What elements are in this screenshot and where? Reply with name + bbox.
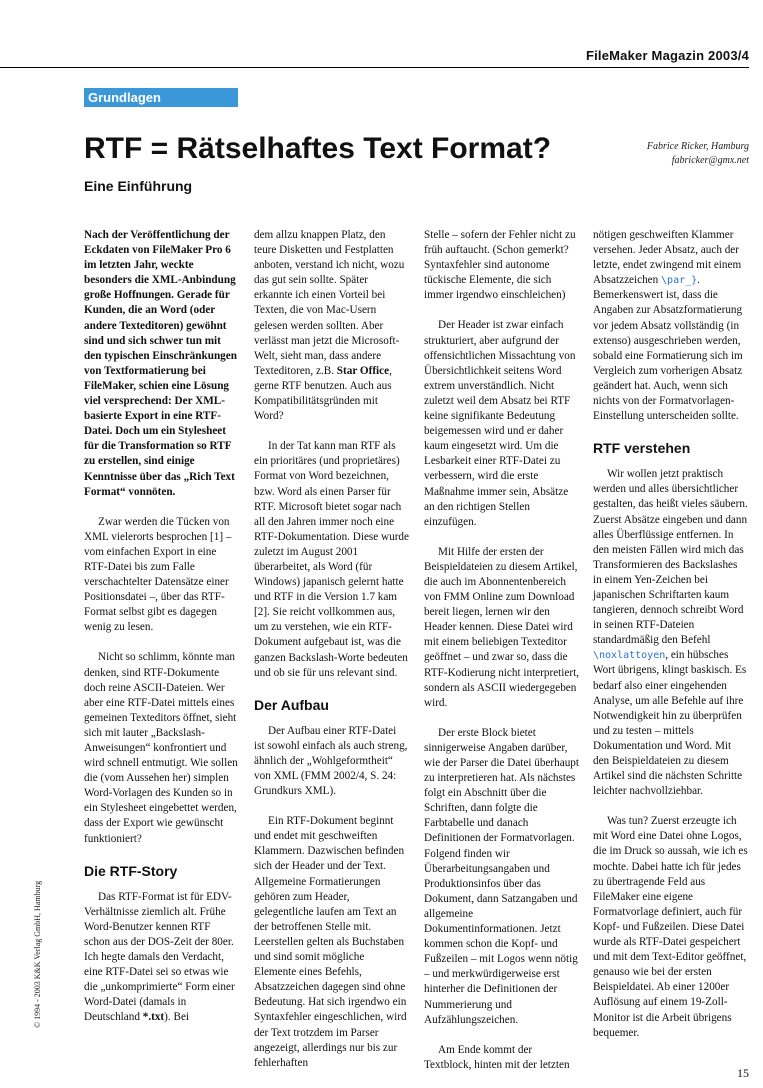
copyright-notice: © 1994 - 2003 K&K Verlag GmbH, Hamburg [33, 880, 42, 1028]
author-block [647, 140, 749, 168]
paragraph: dem allzu knappen Platz, den teure Disketten und Festplatten anboten, verstand ich nicht, wozu das gut sein sollte. Später erkannte ich einen Vorteil bei Texten, die von Mac-Usern gelesen werden sollten. Aber verlässt man jetzt die Microsoft-Welt, sieht man, dass andere Texteditoren, z.B. Star Office, gerne RTF benutzen. Auch aus Kompatibilitätsgründen mit Word? [254, 229, 405, 423]
paragraph: Der erste Block bietet sinnigerweise Angaben darüber, wie der Parser die Datei überhaupt zu interpretieren hat. Als nächstes folgt ein Abschnitt über die Schriften, dann folgte die Farbtabelle und danach Definitionen der Formatvorlagen. Folgend finden wir Überarbeitungsangaben und Produktionsinfos über das Dokument, dann Satzangaben und allgemeine Dokumentinformationen. Jetzt kommen schon die Kopf- und Fußzeilen – mit Logos wenn nötig – und merkwürdigerweise erst hinterher die Definitionen der Nummerierung und Aufzählungszeichen. [424, 726, 580, 1026]
paragraph: Das RTF-Format ist für EDV-Verhältnisse ziemlich alt. Frühe Word-Benutzer kennen RTF schon aus der DOS-Zeit der 80er. Ich hegte damals den Verdacht, eine RTF-Datei sei so etwas wie die „unkomprimierte“ Form einer Word-Datei (damals in Deutschland *.txt). Bei [84, 890, 235, 1024]
paragraph: Am Ende kommt der Textblock, hinten mit der letzten [424, 1043, 570, 1071]
rtf-code-text: \noxlattoyen [593, 650, 666, 662]
text-column-1 [84, 228, 239, 1041]
paragraph: Zwar werden die Tücken von XML vielerorts besprochen [1] – vom einfachen Export in eine RTF-Datei bis zum Falle verschachtelter Datensätze einer Positionsdatei –, über das RTF-Format selbst gibt es dagegen wenig zu lesen. [84, 515, 232, 634]
rtf-code-text: \par_} [661, 275, 698, 287]
paragraph: Was tun? Zuerst erzeugte ich mit Word eine Datei ohne Logos, die im Druck so aussah, wie ich es mochte. Dabei hatte ich für jedes zu übertragende Feld aus FileMaker eine eigene Formatvorlage definiert, auch für Kopf- und Fußzeilen. Diese Datei wurde als RTF-Datei gespeichert und mit dem Text-Editor geöffnet, genauso wie bei der ersten Beispieldatei. Ab einer 1200er Auflösung auf einem 19-Zoll-Monitor ist die Arbeit übrigens bequemer. [593, 815, 748, 1039]
paragraph: Ein RTF-Dokument beginnt und endet mit geschweiften Klammern. Dazwischen befinden sich der Header und der Text. Allgemeine Formatierungen gehören zum Header, gelegentliche laufen am Text an der betroffenen Stelle mit. Leerstellen gelten als Buchstaben und sind somit mögliche Elemente eines Befehls, Absatzzeichen dagegen sind ohne Bedeutung. Hat sich irgendwo ein Syntaxfehler eingeschlichen, wird der Text trotzdem im Parser angezeigt, allerdings nur bis zur fehlerhaften [254, 815, 407, 1069]
author-name: Fabrice Ricker, Hamburg [646, 141, 749, 152]
page-number: 15 [737, 1066, 749, 1080]
paragraph: Der Header ist zwar einfach strukturiert, aber aufgrund der offensichtlichen Missachtung von Übersichtlichkeit seitens Word extrem unverständlich. Nicht zuletzt weil dem Absatz bei RTF keine signifikante Bedeutung beigemessen wird und er daher kaum eingesetzt wird. Um die Lesbarkeit einer RTF-Datei zu verbessern, wird die erste Maßnahme immer sein, Absätze an den richtigen Stellen einzufügen. [424, 319, 576, 528]
paragraph: Nicht so schlimm, könnte man denken, sind RTF-Dokumente doch reine ASCII-Dateien. Wer aber eine RTF-Datei mittels eines gemeinen Texteditors öffnet, sieht sich mit lauter „Backslash-Anweisungen“ konfrontiert und wird schnell entmutigt. Wie sollen die (vom Aussehen her) simplen Word-Vorlagen des Kunden so in ein Stylesheet eingebettet werden, dass der Export wie gewünscht funktioniert? [84, 651, 238, 845]
magazine-header: FileMaker Magazin 2003/4 [585, 48, 749, 63]
paragraph: Wir wollen jetzt praktisch werden und alles übersichtlicher gestalten, das heißt vieles säubern. Zuerst Absätze eingeben und dann alles Überflüssige entfernen. In den meisten Fällen wird mich das Transformieren des Backslashes in einem Yen-Zeichen bei japanischen Schriftarten kaum tangieren, dennoch schreibt Word in seinen RTF-Dateien standardmäßig den Befehl \noxlattoyen, ein hübsches Wort übrigens, klingt baskisch. Es bedarf also einer eingehenden Analyse, um alle Befehle auf ihre Notwendigkeit hin zu überprüfen und zu testen – mittels Dokumentation und Word. Mit den Beispieldateien zu diesem Artikel sind die nächsten Schritte leichter nachvollziehbar. [593, 468, 748, 798]
section-heading-rtf-verstehen: RTF verstehen [593, 440, 691, 457]
author-email: fabricker@gmx.net [671, 155, 749, 166]
text-column-3 [424, 228, 579, 1088]
paragraph: nötigen geschweiften Klammer versehen. Jeder Absatz, auch der letzte, endet zwingend mit einem Absatzzeichen \par_}. Bemerkenswert ist, dass die Angaben zur Absatzformatierung vor jedem Absatz vollständig (in extenso) ausgeschrieben werden, sobald eine Formatierung sich im Vergleich zum vorherigen Absatz geändert hat. Auch, wenn sich nichts von der Formatvorlagen-Einstellung unterscheiden sollte. [593, 229, 743, 423]
product-name-text: Star Office [336, 364, 390, 377]
paragraph: Stelle – sofern der Fehler nicht zu früh auftaucht. (Schon gemerkt? Syntaxfehler sind autonome tückische Elemente, die sich immer irgendwo einschleichen) [424, 229, 576, 302]
text-column-2 [254, 228, 409, 1086]
section-heading-rtf-story: Die RTF-Story [84, 862, 178, 879]
article-title: RTF = Rätselhaftes Text Format? [84, 132, 552, 165]
file-extension-text: *.txt [142, 1011, 165, 1024]
paragraph: Mit Hilfe der ersten der Beispieldateien zu diesem Artikel, die auch im Abonnentenbereich von FMM Online zum Download bereit liegen, lernen wir den Header kennen. Diese Datei wird mit einem beliebigen Texteditor geöffnet – und zwar so, dass die RTF-Kodierung nicht interpretiert, sondern als ASCII wiedergegeben wird. [424, 545, 579, 709]
section-heading-aufbau: Der Aufbau [254, 696, 329, 713]
text-column-4 [593, 228, 748, 1056]
header-rule [0, 67, 749, 68]
section-tag: Grundlagen [84, 88, 238, 107]
article-subtitle: Eine Einführung [84, 178, 193, 194]
lead-paragraph: Nach der Veröffentlichung der Eckdaten von FileMaker Pro 6 im letzten Jahr, weckte besonders die XML-Anbindung große Hoffnungen. Gerade für Kunden, die an Word (oder andere Texteditoren) gewöhnt sind und sich schwer tun mit den typischen Einschränkungen von Textformatierung bei FileMaker, schien eine Lösung viel versprechend: Der XML-basierte Export in eine RTF-Datei. Doch um ein Stylesheet für die Transformation so RTF zu erstellen, sind einige Kenntnisse über das „Rich Text Format“ vonnöten. [84, 229, 237, 498]
paragraph: In der Tat kann man RTF als ein prioritäres (und proprietäres) Format von Word bezeichnen, bzw. Word als einen Parser für RTF. Microsoft bietet sogar nach all den Jahren immer noch eine RTF-Dokumentation. Diese wurde zuletzt im August 2001 überarbeitet, als Word (für Windows) japanisch gelernt hatte und RTF in die Version 1.7 kam [2]. Sie reicht vollkommen aus, um zu verstehen, wie ein RTF-Dokument aufgebaut ist, was die ganzen Backslash-Worte bedeuten und ob sie für uns relevant sind. [254, 440, 409, 679]
paragraph: Der Aufbau einer RTF-Datei ist sowohl einfach als auch streng, ähnlich der „Wohlgeformtheit“ von XML (FMM 2002/4, S. 24: Grundkurs XML). [254, 724, 408, 798]
